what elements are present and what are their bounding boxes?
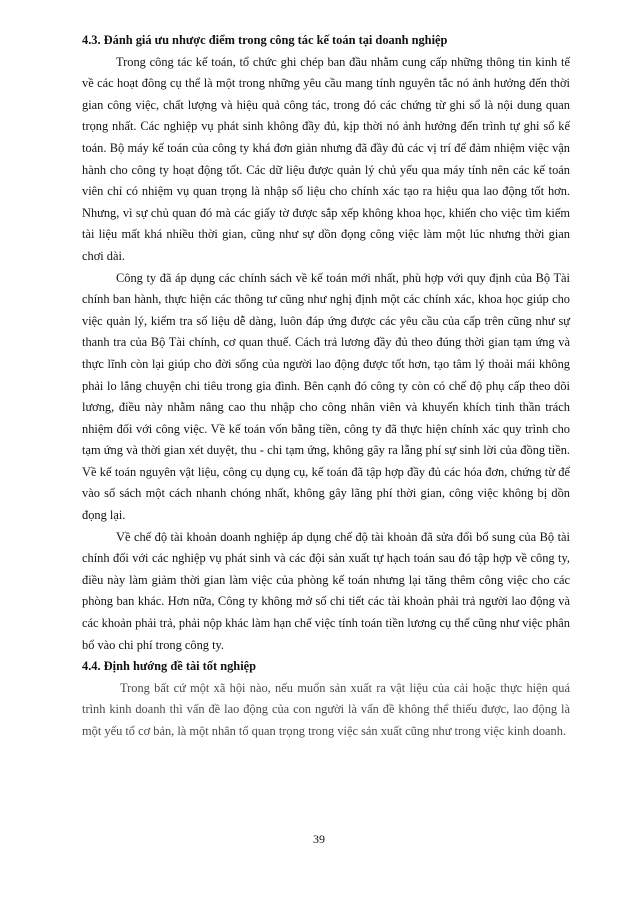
section-4-4 bbox=[82, 656, 570, 742]
paragraph: Về chế độ tài khoản doanh nghiệp áp dụng chế độ tài khoản đã sửa đổi bổ sung của Bộ tài chính đối với các nghiệp vụ phát sinh và các đội sản xuất tự hạch toán sau đó tập hợp về công ty, điều này làm giảm thời gian làm việc của phòng kế toán nhưng lại tăng thêm công việc cho các phòng ban khác. Hơn nữa, Công ty không mở số chi tiết các tài khoản phải trả người lao động và các khoản phải trả, phải nộp khác làm hạn chế việc tính toán tiền lương cụ thể cũng như việc phân bổ vào chi phí trong công ty. bbox=[82, 529, 570, 652]
section-heading: 4.3. Đánh giá ưu nhược điểm trong công tác kế toán tại doanh nghiệp bbox=[82, 33, 448, 47]
paragraph: Trong công tác kế toán, tổ chức ghi chép ban đầu nhằm cung cấp những thông tin kinh tế về các hoạt đông cụ thể là một trong những yêu cầu mang tính nguyên tắc nó ảnh hưởng đến thời gian công việc, chất lượng và hiệu quả công tác, trong đó các chứng từ ghi sổ là nội dung quan trọng nhất. Các nghiệp vụ phát sinh không đầy đủ, kịp thời nó ảnh hưởng đến trình tự ghi sổ kế toán. Bộ máy kế toán của công ty khá đơn giản nhưng đã đầy đủ các vị trí để đảm nhiệm việc vận hành cho công ty hoạt động tốt. Các dữ liệu được quản lý chủ yếu qua máy tính nên các kế toán viên chỉ có nhiệm vụ quan trọng là nhập số liệu cho chính xác tạo ra hiệu qua lao động tốt hơn. Nhưng, vì sự chủ quan đó mà các giấy tờ được sắp xếp không khoa học, khiến cho việc tìm kiếm tài liệu mất khá nhiều thời gian, cũng như sự dồn đọng công việc làm một lúc nhưng thời gian chơi dài. bbox=[82, 54, 570, 263]
section-heading: 4.4. Định hướng đề tài tốt nghiệp bbox=[82, 659, 257, 674]
page-number: 39 bbox=[313, 832, 325, 846]
paragraph: Công ty đã áp dụng các chính sách về kế toán mới nhất, phù hợp với quy định của Bộ Tài chính ban hành, thực hiện các thông tư cũng như nghị định một các chính xác, khoa học giúp cho việc quản lý, kiểm tra số liệu dễ dàng, luôn đáp ứng được các yêu cầu của cấp trên cũng như sự thanh tra của Bộ Tài chính, cơ quan thuế. Cách trả lương đầy đủ theo đúng thời gian tạm ứng và thực lĩnh còn lại giúp cho đời sống của người lao động được tốt hơn, tạo tâm lý thoải mái không phải lo lắng chuyện chi tiêu trong gia đình. Bên cạnh đó công ty còn có chế độ phụ cấp theo dõi lương, điều này nhằm nâng cao thu nhập cho công nhân viên và khuyến khích tinh thần trách nhiệm đối với công việc. Về kế toán vốn bằng tiền, công ty đã thực hiện chính xác quy trình cho tạm ứng và thời gian xét duyệt, thu - chi tạm ứng, không gây ra lẵng phí sự sinh lời của đồng tiền. Về kế toán nguyên vật liệu, công cụ dụng cụ, kế toán đã tập hợp đầy đủ các hóa đơn, chứng từ để vào số sách một cách nhanh chóng nhất, không gây lãng phí thời gian, công việc không bị dồn đọng lại. bbox=[82, 270, 570, 523]
section-4-3 bbox=[82, 30, 570, 656]
document-page bbox=[82, 30, 570, 743]
paragraph: Trong bất cứ một xã hội nào, nếu muốn sản xuất ra vật liệu của cải hoặc thực hiện quá trình kinh doanh thì vấn đề lao động của con người là vấn đề không thể thiếu được, lao động là một yếu tố cơ bản, là một nhân tố quan trọng trong việc sản xuất cũng như trong việc kinh doanh. bbox=[82, 680, 570, 738]
